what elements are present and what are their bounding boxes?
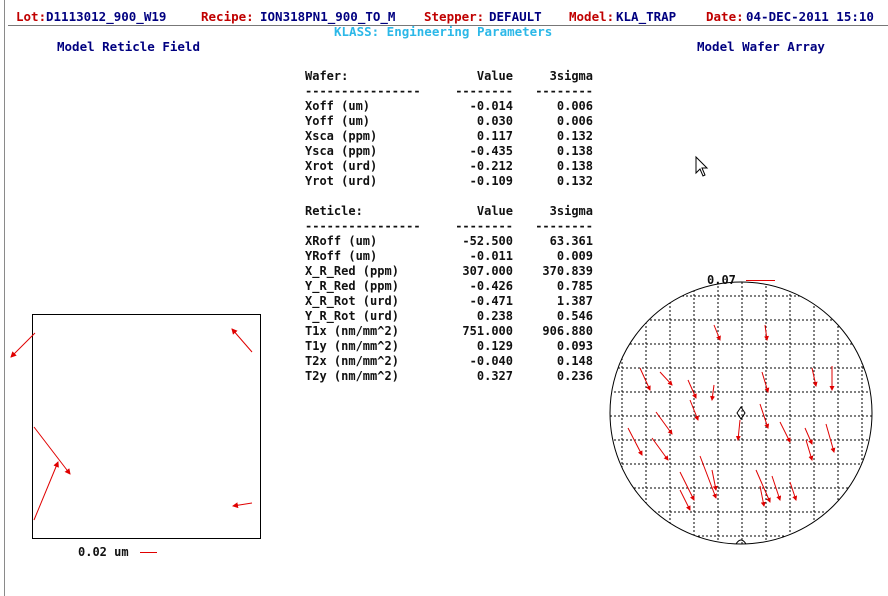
param-3sigma: 0.006 xyxy=(556,114,593,128)
recipe-value: ION318PN1_900_TO_M xyxy=(260,9,396,24)
model-value: KLA_TRAP xyxy=(616,9,677,24)
param-name: T2x (nm/mm^2) xyxy=(305,354,399,368)
wafer-vector xyxy=(652,438,668,460)
param-3sigma: 0.132 xyxy=(556,174,593,188)
wafer-vector xyxy=(826,424,834,452)
param-3sigma: 0.009 xyxy=(556,249,593,263)
param-value: -0.109 xyxy=(469,174,513,188)
column-header: Value xyxy=(476,204,513,218)
param-value: 0.327 xyxy=(476,369,513,383)
param-3sigma: 0.006 xyxy=(556,99,593,113)
stepper-label: Stepper: xyxy=(424,9,485,24)
param-name: Y_R_Rot (urd) xyxy=(305,309,399,323)
param-3sigma: 63.361 xyxy=(549,234,593,248)
dash-separator: ---------------- xyxy=(305,84,421,98)
column-header: Value xyxy=(476,69,513,83)
param-name: Yoff (um) xyxy=(305,114,371,128)
wafer-outline xyxy=(610,282,872,544)
param-3sigma: 0.138 xyxy=(556,159,593,173)
wafer-center-marker-icon xyxy=(737,407,745,419)
reticle-field-title: Model Reticle Field xyxy=(57,39,200,54)
param-name: XRoff (um) xyxy=(305,234,378,248)
param-3sigma: 906.880 xyxy=(542,324,593,338)
param-name: Ysca (ppm) xyxy=(305,144,378,158)
param-3sigma: 0.132 xyxy=(556,129,593,143)
wafer-vector xyxy=(756,470,770,502)
column-header: Wafer: xyxy=(305,69,349,83)
wafer-vector xyxy=(712,470,716,490)
param-name: Y_R_Red (ppm) xyxy=(305,279,399,293)
param-name: YRoff (um) xyxy=(305,249,378,263)
param-value: 0.238 xyxy=(476,309,513,323)
dash-separator: -------- xyxy=(535,219,593,233)
param-value: -52.500 xyxy=(462,234,513,248)
param-3sigma: 1.387 xyxy=(556,294,593,308)
param-value: -0.212 xyxy=(469,159,513,173)
dash-separator: -------- xyxy=(455,219,513,233)
param-3sigma: 0.546 xyxy=(556,309,593,323)
wafer-array-title: Model Wafer Array xyxy=(697,39,825,54)
dash-separator: -------- xyxy=(455,84,513,98)
param-3sigma: 0.236 xyxy=(556,369,593,383)
wafer-vector xyxy=(738,420,740,440)
date-value: 04-DEC-2011 15:10 xyxy=(746,9,874,24)
param-name: Xoff (um) xyxy=(305,99,371,113)
param-name: Xrot (urd) xyxy=(305,159,378,173)
column-header: 3sigma xyxy=(549,69,593,83)
wafer-vector xyxy=(680,472,694,500)
wafer-vector xyxy=(688,380,696,398)
mouse-pointer-icon xyxy=(695,156,709,178)
wafer-vector xyxy=(780,422,790,442)
column-header: Reticle: xyxy=(305,204,363,218)
wafer-vector xyxy=(640,368,650,390)
wafer-vector xyxy=(762,372,768,392)
wafer-vector xyxy=(790,482,796,500)
reticle-scale-label: 0.02 um xyxy=(78,545,129,559)
wafer-vector xyxy=(712,385,714,400)
param-value: -0.011 xyxy=(469,249,513,263)
wafer-vector xyxy=(680,490,690,510)
param-name: T1x (nm/mm^2) xyxy=(305,324,399,338)
param-value: 0.030 xyxy=(476,114,513,128)
lot-label: Lot: xyxy=(16,9,47,24)
param-name: T2y (nm/mm^2) xyxy=(305,369,399,383)
param-value: 0.129 xyxy=(476,339,513,353)
recipe-label: Recipe: xyxy=(201,9,254,24)
model-label: Model: xyxy=(569,9,615,24)
param-name: Yrot (urd) xyxy=(305,174,378,188)
param-3sigma: 0.138 xyxy=(556,144,593,158)
lot-value: D1113012_900_W19 xyxy=(46,9,167,24)
param-value: 307.000 xyxy=(462,264,513,278)
param-name: X_R_Rot (urd) xyxy=(305,294,399,308)
wafer-vector xyxy=(628,428,642,455)
date-label: Date: xyxy=(706,9,744,24)
dash-separator: ---------------- xyxy=(305,219,421,233)
param-value: 0.117 xyxy=(476,129,513,143)
param-name: X_R_Red (ppm) xyxy=(305,264,399,278)
column-header: 3sigma xyxy=(549,204,593,218)
param-value: -0.471 xyxy=(469,294,513,308)
wafer-notch-icon xyxy=(736,540,746,544)
param-value: 751.000 xyxy=(462,324,513,338)
param-value: -0.435 xyxy=(469,144,513,158)
param-3sigma: 0.785 xyxy=(556,279,593,293)
param-name: Xsca (ppm) xyxy=(305,129,378,143)
wafer-vector-field xyxy=(628,325,834,510)
dash-separator: -------- xyxy=(535,84,593,98)
stepper-value: DEFAULT xyxy=(489,9,542,24)
wafer-vector xyxy=(760,486,764,506)
param-value: -0.040 xyxy=(469,354,513,368)
param-value: -0.014 xyxy=(469,99,513,113)
wafer-scale-label: 0.07 xyxy=(707,273,736,287)
wafer-vector xyxy=(714,325,720,340)
page-subtitle: KLASS: Engineering Parameters xyxy=(334,24,553,39)
param-3sigma: 0.148 xyxy=(556,354,593,368)
param-3sigma: 370.839 xyxy=(542,264,593,278)
wafer-die-grid xyxy=(610,282,872,544)
param-3sigma: 0.093 xyxy=(556,339,593,353)
param-name: T1y (nm/mm^2) xyxy=(305,339,399,353)
param-value: -0.426 xyxy=(469,279,513,293)
